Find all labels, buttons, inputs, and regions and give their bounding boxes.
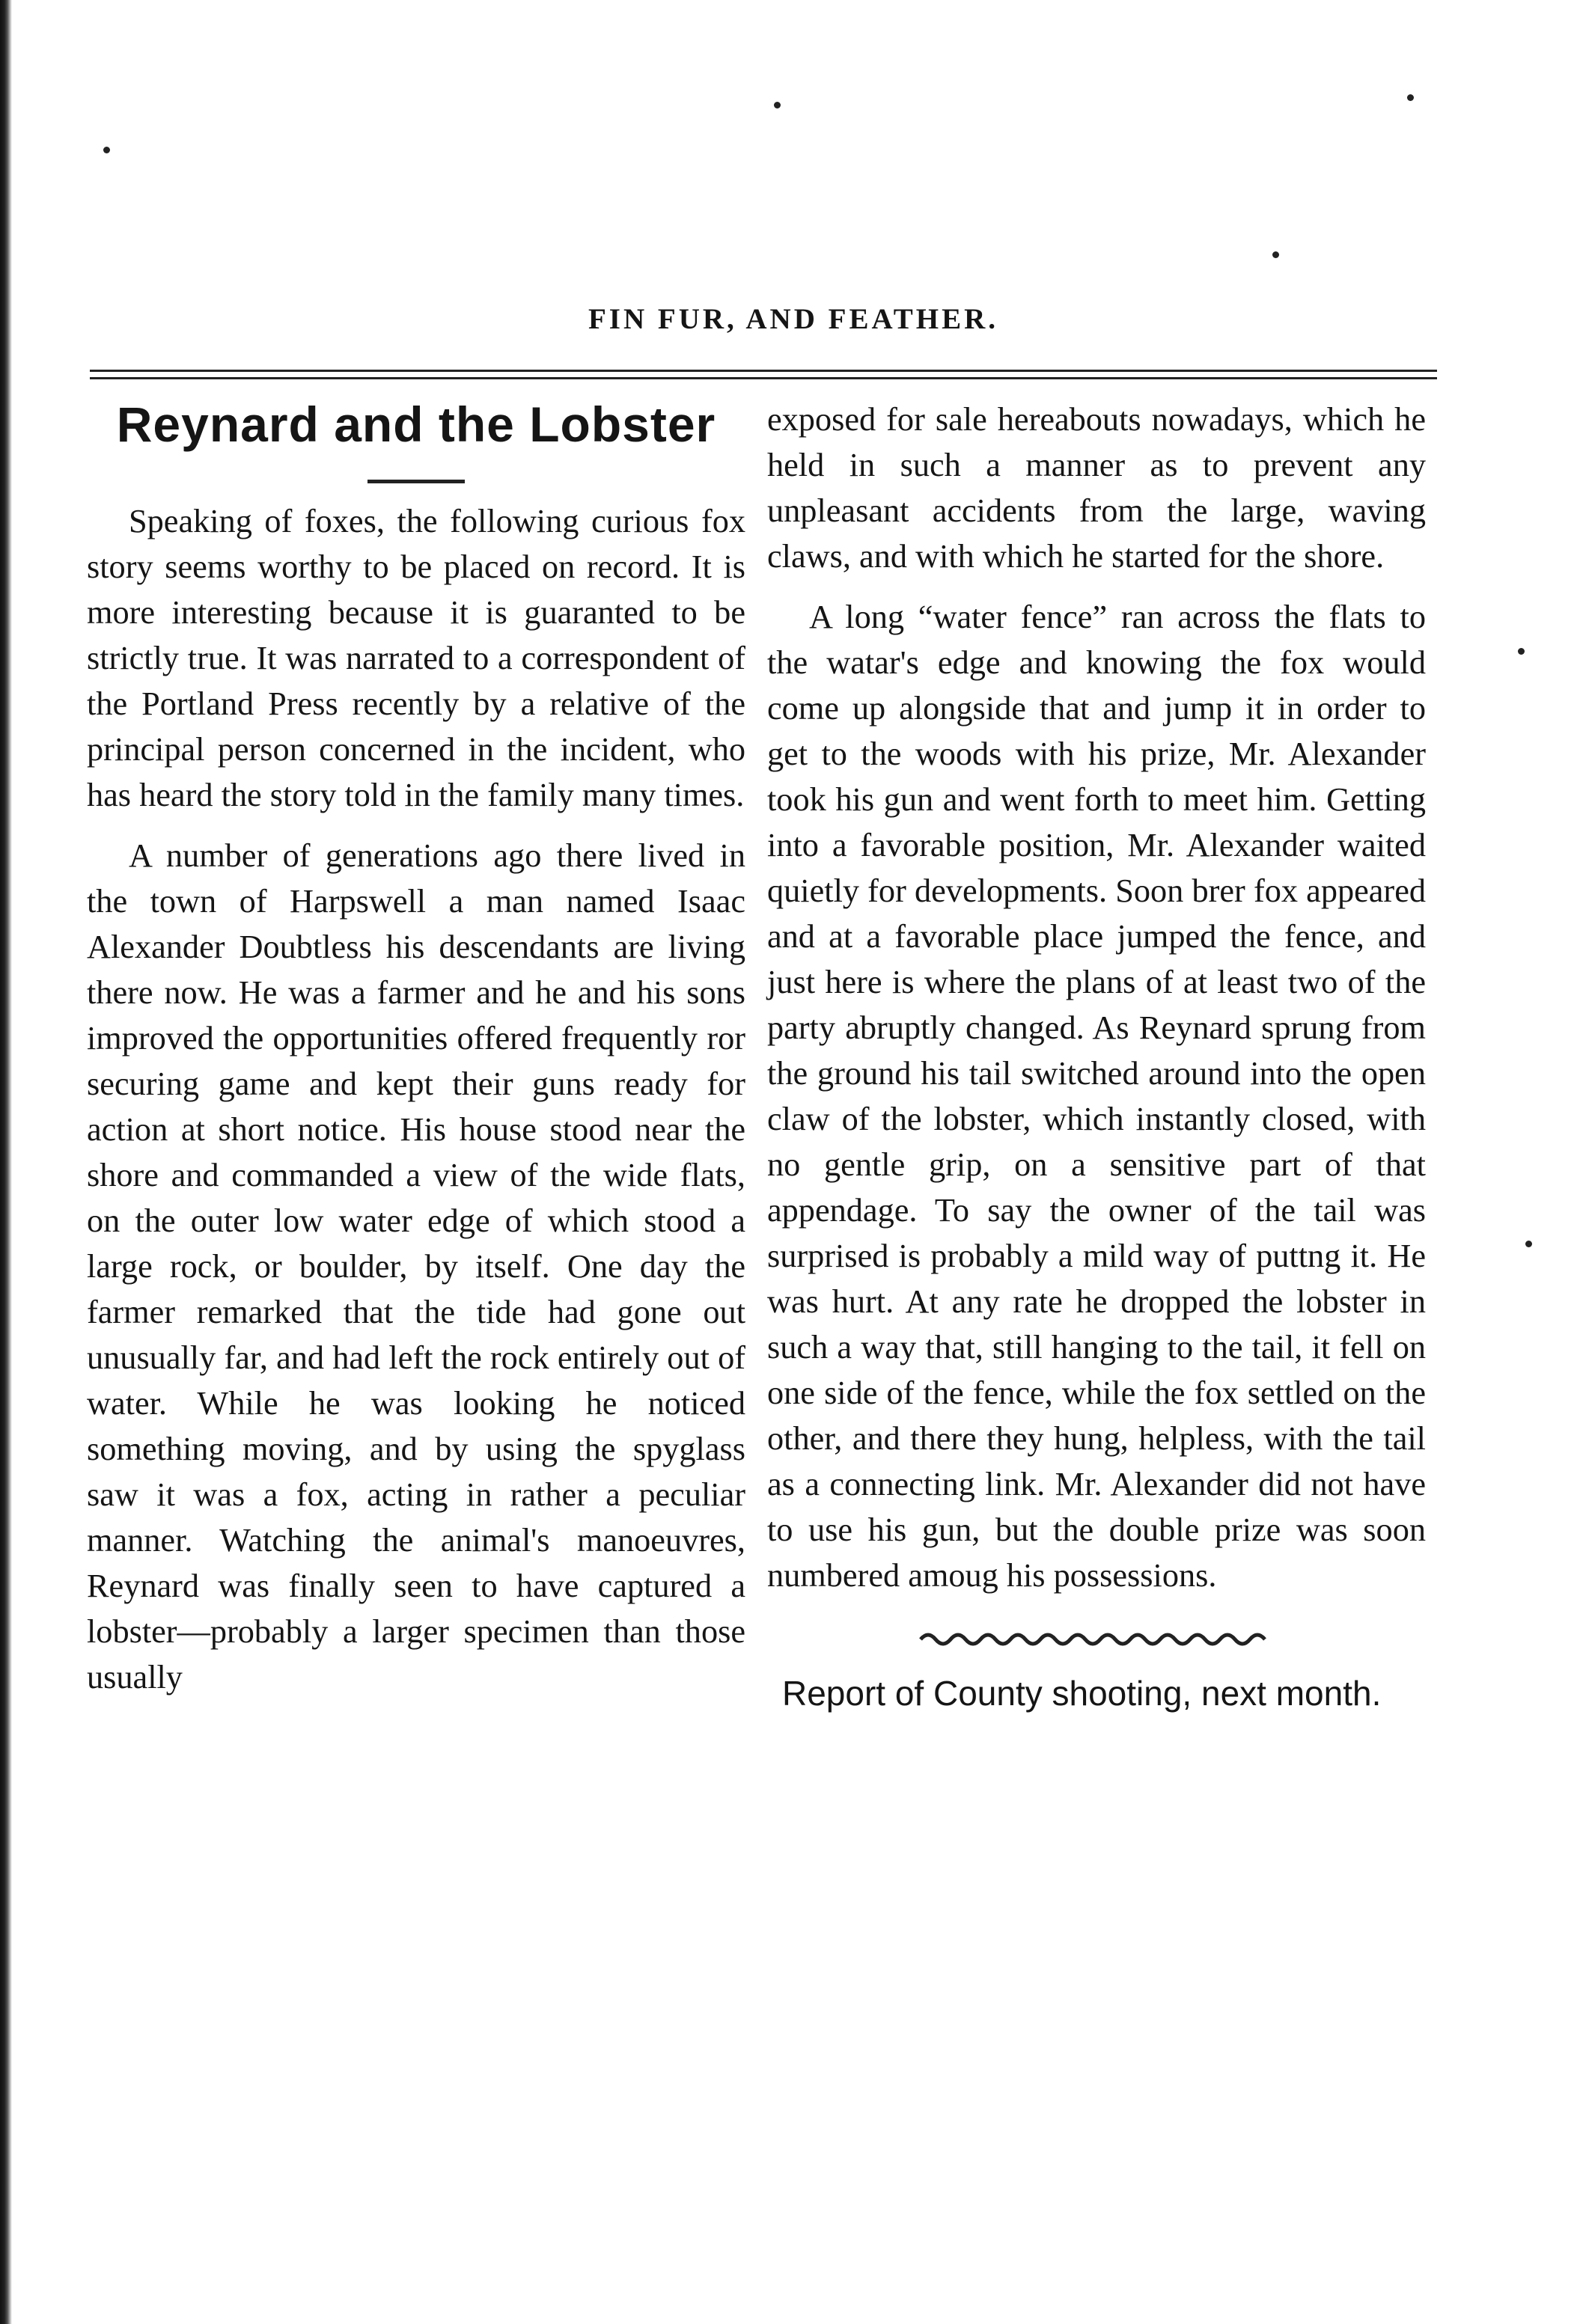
paragraph: A number of generations ago there lived in the town of Harpswell a man named Isaac Alexander Doubtless his descendants are living there now. He was a farmer and he and his sons improved the opportunities offered frequently ror securing game and kept their guns ready for action at short notice. His house stood near the shore and commanded a view of the wide flats, on the outer low water edge of which stood a large rock, or boulder, by itself. One day the farmer remarked that the tide had gone out unusually far, and had left the rock entirely out of water. While he was looking he noticed something moving, and by using the spyglass saw it was a fox, acting in rather a peculiar manner. Watching the animal's manoeuvres, Reynard was finally seen to have captured a lobster—probably a larger specimen than those usually (87, 837, 745, 1695)
print-speck (1407, 94, 1414, 101)
left-column-text (87, 498, 745, 1700)
announcement-note: Report of County shooting, next month. (782, 1674, 1382, 1713)
print-speck (1518, 648, 1525, 655)
print-speck (774, 102, 781, 108)
paragraph-continued: exposed for sale hereabouts nowadays, which he held in such a manner as to prevent any unpleasant accidents from the large, waving claws, and with which he started for the shore. (767, 401, 1426, 575)
wavy-separator-ornament (917, 1628, 1269, 1651)
running-head: FIN FUR, AND FEATHER. (588, 303, 999, 335)
article-title: Reynard and the Lobster (116, 397, 716, 452)
page-edge-shadow (0, 0, 12, 2324)
print-speck (1525, 1241, 1532, 1247)
right-column (767, 397, 1426, 1717)
paragraph: Speaking of foxes, the following curious fox story seems worthy to be placed on record. It is more interesting because it is guaranted to be strictly true. It was narrated to a correspondent of the Portland Press recently by a relative of the principal person concerned in the incident, who has heard the story told in the family many times. (87, 503, 745, 813)
print-speck (103, 147, 110, 153)
left-column (87, 397, 745, 1700)
title-rule (367, 480, 465, 483)
header-rule-top (90, 370, 1437, 372)
header-rule-bottom (90, 377, 1437, 379)
right-column-text (767, 397, 1426, 1598)
paragraph: A long “water fence” ran across the flats to the watar's edge and knowing the fox would come up alongside that and jump it in order to get to the woods with his prize, Mr. Alexander took his gun and went forth to meet him. Getting into a favorable position, Mr. Alexander waited quietly for developments. Soon brer fox appeared and at a favorable place jumped the fence, and just here is where the plans of at least two of the party abruptly changed. As Reynard sprung from the ground his tail switched around into the open claw of the lobster, which instantly closed, with no gentle grip, on a sensitive part of that appendage. To say the owner of the tail was surprised is probably a mild way of puttng it. He was hurt. At any rate he dropped the lobster in such a way that, still hanging to the tail, it fell on one side of the fence, while the fox settled on the other, and there they hung, helpless, with the tail as a connecting link. Mr. Alexander did not have to use his gun, but the double prize was soon numbered amoug his possessions. (767, 599, 1426, 1594)
print-speck (1272, 251, 1279, 258)
